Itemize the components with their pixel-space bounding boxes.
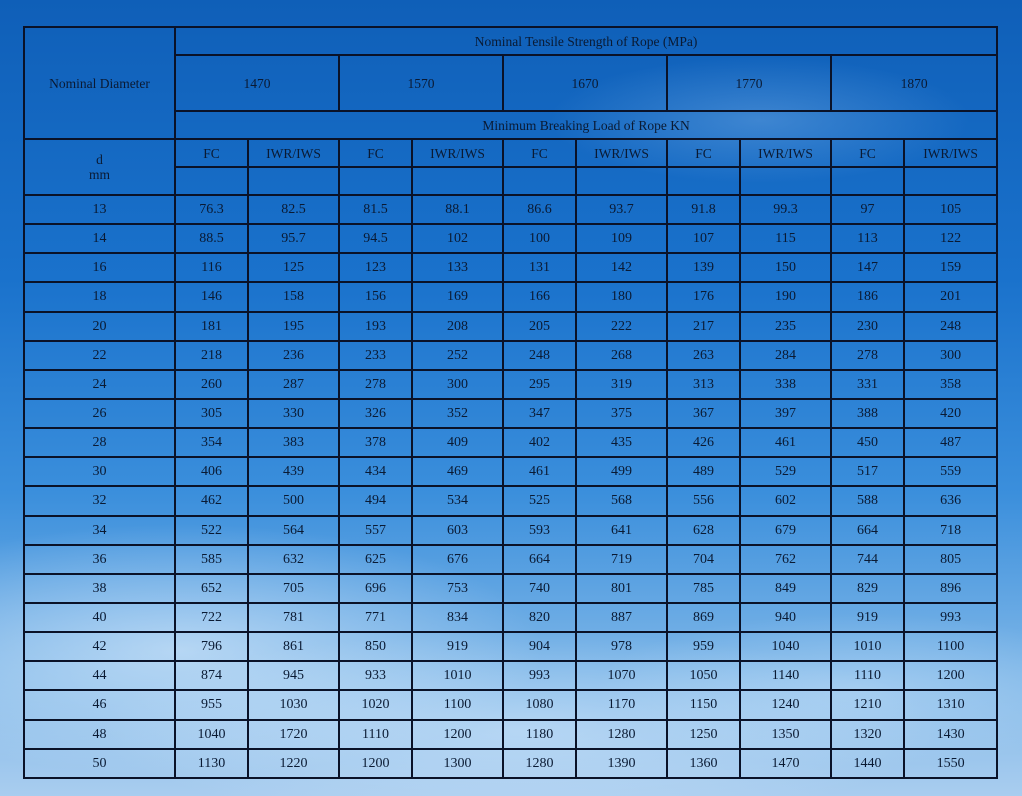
table-row xyxy=(24,574,997,603)
iwr-1870-cell: 1310 xyxy=(904,690,997,719)
table-row xyxy=(24,341,997,370)
fc-1870-cell: 450 xyxy=(831,428,904,457)
fc-1570-cell: 494 xyxy=(339,486,412,515)
fc-1870-cell: 230 xyxy=(831,312,904,341)
diameter-cell: 48 xyxy=(24,720,175,749)
fc-1770-cell: 1150 xyxy=(667,690,740,719)
fc-1770-cell: 139 xyxy=(667,253,740,282)
fc-1570-cell: 193 xyxy=(339,312,412,341)
iwr-1570-cell: 753 xyxy=(412,574,503,603)
diameter-cell: 32 xyxy=(24,486,175,515)
iwr-1770-cell: 338 xyxy=(740,370,831,399)
diameter-cell: 46 xyxy=(24,690,175,719)
fc-1870-cell: 186 xyxy=(831,282,904,311)
fc-1670-cell: 820 xyxy=(503,603,576,632)
fc-1570-cell: 326 xyxy=(339,399,412,428)
fc-1570-cell: 156 xyxy=(339,282,412,311)
iwr-1470-cell: 564 xyxy=(248,516,339,545)
iwr-1770-cell: 1470 xyxy=(740,749,831,778)
fc-1670-cell: 131 xyxy=(503,253,576,282)
diameter-cell: 42 xyxy=(24,632,175,661)
iwr-1470-cell: 781 xyxy=(248,603,339,632)
blank-header-cell xyxy=(667,167,740,195)
table-row xyxy=(24,486,997,515)
fc-1770-cell: 367 xyxy=(667,399,740,428)
fc-1770-cell: 107 xyxy=(667,224,740,253)
fc-1770-cell: 489 xyxy=(667,457,740,486)
iwr-1770-cell: 1240 xyxy=(740,690,831,719)
iwr-1670-cell: 435 xyxy=(576,428,667,457)
fc-1470-cell: 76.3 xyxy=(175,195,248,224)
diameter-cell: 18 xyxy=(24,282,175,311)
diameter-cell: 26 xyxy=(24,399,175,428)
iwr-1570-cell: 834 xyxy=(412,603,503,632)
iwr-1870-cell: 1200 xyxy=(904,661,997,690)
fc-1670-cell: 205 xyxy=(503,312,576,341)
iwr-1570-cell: 352 xyxy=(412,399,503,428)
blank-header-cell xyxy=(740,167,831,195)
iwr-1470-cell: 330 xyxy=(248,399,339,428)
iwr-1870-cell: 420 xyxy=(904,399,997,428)
fc-1870-cell: 744 xyxy=(831,545,904,574)
iwr-1870-cell: 718 xyxy=(904,516,997,545)
fc-1770-cell: 1050 xyxy=(667,661,740,690)
fc-1470-cell: 955 xyxy=(175,690,248,719)
fc-1670-cell: 347 xyxy=(503,399,576,428)
fc-1570-cell: 233 xyxy=(339,341,412,370)
fc-1570-cell: 771 xyxy=(339,603,412,632)
blank-header-cell xyxy=(904,167,997,195)
blank-header-cell xyxy=(831,167,904,195)
iwr-header: IWR/IWS xyxy=(248,139,339,167)
iwr-1770-cell: 397 xyxy=(740,399,831,428)
iwr-1670-cell: 142 xyxy=(576,253,667,282)
fc-1470-cell: 1130 xyxy=(175,749,248,778)
iwr-1870-cell: 636 xyxy=(904,486,997,515)
iwr-1670-cell: 1280 xyxy=(576,720,667,749)
fc-1470-cell: 874 xyxy=(175,661,248,690)
iwr-1470-cell: 945 xyxy=(248,661,339,690)
table-row xyxy=(24,282,997,311)
table-row xyxy=(24,428,997,457)
breaking-load-table xyxy=(23,26,998,779)
fc-1870-cell: 919 xyxy=(831,603,904,632)
iwr-1870-cell: 201 xyxy=(904,282,997,311)
fc-1770-cell: 704 xyxy=(667,545,740,574)
iwr-1770-cell: 940 xyxy=(740,603,831,632)
iwr-1470-cell: 158 xyxy=(248,282,339,311)
fc-1470-cell: 652 xyxy=(175,574,248,603)
strength-1470-header: 1470 xyxy=(175,55,339,111)
fc-1770-cell: 217 xyxy=(667,312,740,341)
table-row xyxy=(24,632,997,661)
iwr-1670-cell: 1170 xyxy=(576,690,667,719)
fc-1670-cell: 248 xyxy=(503,341,576,370)
diameter-cell: 24 xyxy=(24,370,175,399)
fc-1470-cell: 146 xyxy=(175,282,248,311)
fc-1870-cell: 1210 xyxy=(831,690,904,719)
fc-1870-cell: 113 xyxy=(831,224,904,253)
diameter-cell: 14 xyxy=(24,224,175,253)
iwr-1870-cell: 993 xyxy=(904,603,997,632)
iwr-1670-cell: 93.7 xyxy=(576,195,667,224)
iwr-1570-cell: 409 xyxy=(412,428,503,457)
iwr-1770-cell: 679 xyxy=(740,516,831,545)
fc-1570-cell: 81.5 xyxy=(339,195,412,224)
diameter-cell: 13 xyxy=(24,195,175,224)
fc-1470-cell: 218 xyxy=(175,341,248,370)
fc-1570-cell: 850 xyxy=(339,632,412,661)
iwr-1870-cell: 1550 xyxy=(904,749,997,778)
fc-header: FC xyxy=(175,139,248,167)
fc-1570-cell: 933 xyxy=(339,661,412,690)
iwr-1570-cell: 169 xyxy=(412,282,503,311)
blank-header-cell xyxy=(175,167,248,195)
iwr-1470-cell: 1220 xyxy=(248,749,339,778)
iwr-1670-cell: 319 xyxy=(576,370,667,399)
iwr-1770-cell: 235 xyxy=(740,312,831,341)
fc-1870-cell: 829 xyxy=(831,574,904,603)
nominal-diameter-header: Nominal Diameter xyxy=(24,27,175,139)
iwr-1570-cell: 300 xyxy=(412,370,503,399)
iwr-1770-cell: 99.3 xyxy=(740,195,831,224)
table-row xyxy=(24,224,997,253)
diameter-cell: 22 xyxy=(24,341,175,370)
iwr-header: IWR/IWS xyxy=(576,139,667,167)
fc-1770-cell: 1360 xyxy=(667,749,740,778)
iwr-1670-cell: 222 xyxy=(576,312,667,341)
fc-1570-cell: 696 xyxy=(339,574,412,603)
fc-1670-cell: 740 xyxy=(503,574,576,603)
iwr-1770-cell: 115 xyxy=(740,224,831,253)
iwr-1570-cell: 919 xyxy=(412,632,503,661)
fc-1470-cell: 354 xyxy=(175,428,248,457)
fc-1470-cell: 522 xyxy=(175,516,248,545)
table-row xyxy=(24,516,997,545)
table-row xyxy=(24,399,997,428)
fc-1470-cell: 260 xyxy=(175,370,248,399)
iwr-1570-cell: 1200 xyxy=(412,720,503,749)
iwr-1870-cell: 1100 xyxy=(904,632,997,661)
fc-1770-cell: 628 xyxy=(667,516,740,545)
iwr-1770-cell: 461 xyxy=(740,428,831,457)
fc-1870-cell: 97 xyxy=(831,195,904,224)
fc-1870-cell: 517 xyxy=(831,457,904,486)
fc-1870-cell: 664 xyxy=(831,516,904,545)
iwr-1670-cell: 568 xyxy=(576,486,667,515)
fc-1870-cell: 1110 xyxy=(831,661,904,690)
fc-1470-cell: 88.5 xyxy=(175,224,248,253)
fc-1570-cell: 625 xyxy=(339,545,412,574)
mm-label: mm xyxy=(88,167,110,182)
iwr-1670-cell: 1390 xyxy=(576,749,667,778)
fc-1570-cell: 1200 xyxy=(339,749,412,778)
table-row xyxy=(24,312,997,341)
iwr-header: IWR/IWS xyxy=(904,139,997,167)
d-label: d xyxy=(96,152,103,167)
table-row xyxy=(24,253,997,282)
iwr-1470-cell: 383 xyxy=(248,428,339,457)
diameter-cell: 40 xyxy=(24,603,175,632)
iwr-1870-cell: 896 xyxy=(904,574,997,603)
fc-1470-cell: 116 xyxy=(175,253,248,282)
iwr-header: IWR/IWS xyxy=(412,139,503,167)
iwr-1670-cell: 887 xyxy=(576,603,667,632)
fc-header: FC xyxy=(503,139,576,167)
iwr-1570-cell: 676 xyxy=(412,545,503,574)
fc-1770-cell: 426 xyxy=(667,428,740,457)
iwr-1770-cell: 529 xyxy=(740,457,831,486)
iwr-1570-cell: 1300 xyxy=(412,749,503,778)
diameter-cell: 44 xyxy=(24,661,175,690)
fc-1670-cell: 166 xyxy=(503,282,576,311)
diameter-cell: 38 xyxy=(24,574,175,603)
iwr-1870-cell: 300 xyxy=(904,341,997,370)
fc-1670-cell: 1080 xyxy=(503,690,576,719)
iwr-1470-cell: 861 xyxy=(248,632,339,661)
fc-1870-cell: 331 xyxy=(831,370,904,399)
iwr-1670-cell: 719 xyxy=(576,545,667,574)
fc-1470-cell: 305 xyxy=(175,399,248,428)
fc-1870-cell: 588 xyxy=(831,486,904,515)
iwr-1870-cell: 159 xyxy=(904,253,997,282)
iwr-1470-cell: 632 xyxy=(248,545,339,574)
fc-1570-cell: 1020 xyxy=(339,690,412,719)
fc-1470-cell: 722 xyxy=(175,603,248,632)
blank-header-cell xyxy=(248,167,339,195)
iwr-1870-cell: 122 xyxy=(904,224,997,253)
fc-1470-cell: 462 xyxy=(175,486,248,515)
iwr-1470-cell: 287 xyxy=(248,370,339,399)
table-row xyxy=(24,370,997,399)
iwr-1570-cell: 88.1 xyxy=(412,195,503,224)
fc-1670-cell: 593 xyxy=(503,516,576,545)
iwr-1770-cell: 1350 xyxy=(740,720,831,749)
iwr-1570-cell: 208 xyxy=(412,312,503,341)
diameter-cell: 50 xyxy=(24,749,175,778)
iwr-1870-cell: 805 xyxy=(904,545,997,574)
fc-1670-cell: 100 xyxy=(503,224,576,253)
strength-1670-header: 1670 xyxy=(503,55,667,111)
fc-1670-cell: 1180 xyxy=(503,720,576,749)
fc-1570-cell: 378 xyxy=(339,428,412,457)
table-row xyxy=(24,690,997,719)
diameter-cell: 34 xyxy=(24,516,175,545)
table-row xyxy=(24,457,997,486)
iwr-header: IWR/IWS xyxy=(740,139,831,167)
fc-1870-cell: 1010 xyxy=(831,632,904,661)
iwr-1670-cell: 1070 xyxy=(576,661,667,690)
iwr-1870-cell: 248 xyxy=(904,312,997,341)
fc-header: FC xyxy=(339,139,412,167)
diameter-cell: 30 xyxy=(24,457,175,486)
fc-1770-cell: 91.8 xyxy=(667,195,740,224)
table-row xyxy=(24,720,997,749)
iwr-1770-cell: 849 xyxy=(740,574,831,603)
iwr-1470-cell: 1720 xyxy=(248,720,339,749)
iwr-1770-cell: 190 xyxy=(740,282,831,311)
fc-1770-cell: 556 xyxy=(667,486,740,515)
fc-1670-cell: 525 xyxy=(503,486,576,515)
fc-1870-cell: 1440 xyxy=(831,749,904,778)
fc-1870-cell: 147 xyxy=(831,253,904,282)
iwr-1670-cell: 180 xyxy=(576,282,667,311)
fc-1670-cell: 904 xyxy=(503,632,576,661)
iwr-1870-cell: 105 xyxy=(904,195,997,224)
iwr-1470-cell: 1030 xyxy=(248,690,339,719)
blank-header-cell xyxy=(339,167,412,195)
iwr-1870-cell: 358 xyxy=(904,370,997,399)
fc-1870-cell: 278 xyxy=(831,341,904,370)
fc-1770-cell: 959 xyxy=(667,632,740,661)
diameter-cell: 16 xyxy=(24,253,175,282)
fc-1770-cell: 1250 xyxy=(667,720,740,749)
fc-1670-cell: 295 xyxy=(503,370,576,399)
fc-1570-cell: 94.5 xyxy=(339,224,412,253)
iwr-1470-cell: 236 xyxy=(248,341,339,370)
blank-header-cell xyxy=(576,167,667,195)
iwr-1470-cell: 95.7 xyxy=(248,224,339,253)
iwr-1670-cell: 978 xyxy=(576,632,667,661)
strength-1770-header: 1770 xyxy=(667,55,831,111)
iwr-1770-cell: 150 xyxy=(740,253,831,282)
iwr-1470-cell: 705 xyxy=(248,574,339,603)
table-row xyxy=(24,749,997,778)
strength-1570-header: 1570 xyxy=(339,55,503,111)
table-row xyxy=(24,195,997,224)
iwr-1570-cell: 252 xyxy=(412,341,503,370)
iwr-1870-cell: 487 xyxy=(904,428,997,457)
iwr-1470-cell: 500 xyxy=(248,486,339,515)
table-row xyxy=(24,661,997,690)
fc-header: FC xyxy=(667,139,740,167)
fc-header: FC xyxy=(831,139,904,167)
blank-header-cell xyxy=(503,167,576,195)
iwr-1570-cell: 1010 xyxy=(412,661,503,690)
iwr-1570-cell: 534 xyxy=(412,486,503,515)
diameter-cell: 36 xyxy=(24,545,175,574)
strength-1870-header: 1870 xyxy=(831,55,997,111)
fc-1670-cell: 402 xyxy=(503,428,576,457)
iwr-1670-cell: 499 xyxy=(576,457,667,486)
fc-1670-cell: 664 xyxy=(503,545,576,574)
diameter-cell: 20 xyxy=(24,312,175,341)
fc-1570-cell: 1110 xyxy=(339,720,412,749)
fc-1770-cell: 313 xyxy=(667,370,740,399)
iwr-1670-cell: 801 xyxy=(576,574,667,603)
iwr-1770-cell: 284 xyxy=(740,341,831,370)
iwr-1670-cell: 375 xyxy=(576,399,667,428)
table-row xyxy=(24,603,997,632)
fc-1470-cell: 796 xyxy=(175,632,248,661)
fc-1570-cell: 123 xyxy=(339,253,412,282)
iwr-1470-cell: 439 xyxy=(248,457,339,486)
iwr-1670-cell: 641 xyxy=(576,516,667,545)
diameter-cell: 28 xyxy=(24,428,175,457)
iwr-1570-cell: 133 xyxy=(412,253,503,282)
fc-1670-cell: 993 xyxy=(503,661,576,690)
iwr-1670-cell: 109 xyxy=(576,224,667,253)
table-row xyxy=(24,545,997,574)
iwr-1870-cell: 559 xyxy=(904,457,997,486)
table-body xyxy=(24,195,997,778)
fc-1670-cell: 461 xyxy=(503,457,576,486)
fc-1570-cell: 557 xyxy=(339,516,412,545)
iwr-1770-cell: 602 xyxy=(740,486,831,515)
iwr-1870-cell: 1430 xyxy=(904,720,997,749)
fc-1770-cell: 785 xyxy=(667,574,740,603)
iwr-1570-cell: 1100 xyxy=(412,690,503,719)
fc-1870-cell: 1320 xyxy=(831,720,904,749)
iwr-1670-cell: 268 xyxy=(576,341,667,370)
fc-1770-cell: 263 xyxy=(667,341,740,370)
fc-1570-cell: 434 xyxy=(339,457,412,486)
fc-1770-cell: 176 xyxy=(667,282,740,311)
blank-header-cell xyxy=(412,167,503,195)
iwr-1570-cell: 469 xyxy=(412,457,503,486)
fc-1670-cell: 86.6 xyxy=(503,195,576,224)
iwr-1770-cell: 1040 xyxy=(740,632,831,661)
fc-1870-cell: 388 xyxy=(831,399,904,428)
fc-1470-cell: 181 xyxy=(175,312,248,341)
fc-1470-cell: 1040 xyxy=(175,720,248,749)
iwr-1570-cell: 102 xyxy=(412,224,503,253)
iwr-1470-cell: 125 xyxy=(248,253,339,282)
fc-1770-cell: 869 xyxy=(667,603,740,632)
tensile-strength-header: Nominal Tensile Strength of Rope (MPa) xyxy=(175,27,997,55)
diameter-unit-header xyxy=(24,139,175,195)
breaking-load-header: Minimum Breaking Load of Rope KN xyxy=(175,111,997,139)
iwr-1770-cell: 762 xyxy=(740,545,831,574)
iwr-1570-cell: 603 xyxy=(412,516,503,545)
iwr-1770-cell: 1140 xyxy=(740,661,831,690)
fc-1570-cell: 278 xyxy=(339,370,412,399)
fc-1470-cell: 585 xyxy=(175,545,248,574)
fc-1470-cell: 406 xyxy=(175,457,248,486)
iwr-1470-cell: 82.5 xyxy=(248,195,339,224)
fc-1670-cell: 1280 xyxy=(503,749,576,778)
iwr-1470-cell: 195 xyxy=(248,312,339,341)
